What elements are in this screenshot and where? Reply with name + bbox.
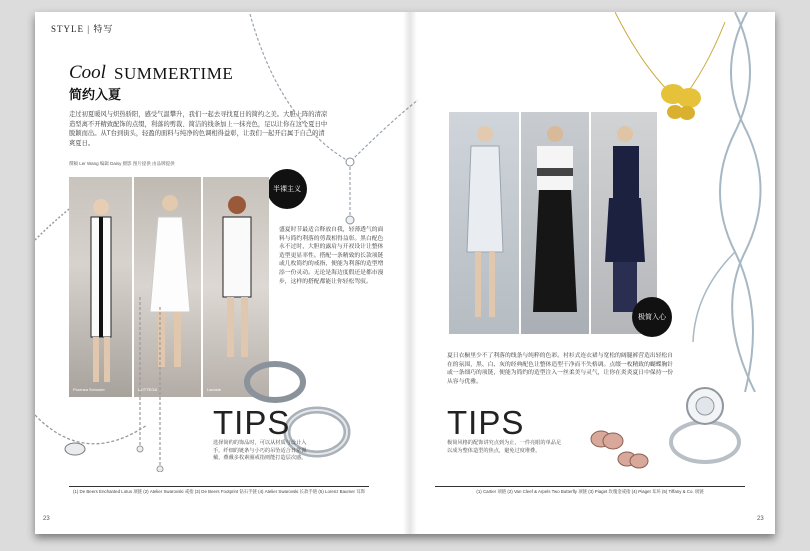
title-summertime: SUMMERTIME (114, 64, 234, 83)
chain-bracelet-illustration (35, 407, 150, 467)
badge-half-bare: 半裸主义 (267, 169, 307, 209)
credit-line: 撰稿 Ler Wang 编辑 Daisy 摄影 图片提供 由品牌提供 (69, 161, 175, 166)
subtitle: 简约入夏 (69, 87, 122, 102)
runway-photo-1: Proenza Schouler (69, 177, 132, 397)
running-head: STYLE | 特写 (51, 24, 114, 34)
captions-left: (1) De Beers Enchanted Lotus 项链 (2) Atelier Swarovski 戒指 (3) De Beers Footprint 钻石手链 (4) Atelier Swarovski 长款手链 (5) Lorenz Baumer 耳饰 (72, 489, 366, 494)
spine-gutter (403, 12, 417, 534)
intro-paragraph: 走过初夏暖风与炽热骄阳，感受气温攀升，我们一起去寻找夏日的简约之美。大胆上阵的清凉造型离不开精致配饰的点缀，利落的剪裁、简洁的线条加上一抹亮色，足以让你在这个夏日中脱颖而出。从T台到街头，轻盈的面料与纯净的色调相得益彰，让我们一起开启属于自己的清爽夏日。 (69, 111, 328, 147)
footer-rule-left (69, 486, 369, 487)
butterfly-earrings-illustration (585, 417, 655, 477)
captions-right: (1) Cartier 项链 (2) Van Cleef & Arpels Two Butterfly 项链 (3) Piaget 玫瑰金戒指 (4) Piaget 耳环 (5) Tiffany & Co. 项链 (476, 489, 704, 494)
runway-photo-5 (521, 112, 589, 334)
title-cool: Cool (69, 62, 106, 83)
tips-text-right: 极简风格的配饰讲究点到为止，一件亮眼的单品足以成为整体造型的焦点，避免过度堆叠。 (447, 440, 562, 454)
runway-photo-2: BOTTEGA (134, 177, 201, 397)
tips-heading-left: TIPS (213, 404, 291, 441)
tips-text-left: 选择简约的饰品时，可以从材质与设计入手。纤细的链条与小巧的吊坠适合日常佩戴，叠戴多枚素圈戒指则能打造层次感。 (213, 440, 307, 462)
right-body-text: 夏日衣橱里少不了利落的线条与纯粹的色彩。衬衫式连衣裙与宽松的阔腿裤营造出轻松自在的氛围，黑、白、灰的经典配色让整体造型干净而不失格调。点缀一枚精致的蝴蝶胸针或一条细巧的项链，便能为简约的造型注入一丝柔美与灵气，让你在炎炎夏日中保持一份从容与优雅。 (447, 353, 674, 385)
flower-ring-illustration (655, 372, 755, 472)
magazine-spread (35, 12, 775, 534)
twisted-chain-illustration (675, 12, 775, 392)
page-number-left: 23 (43, 516, 50, 522)
footer-rule-right (435, 486, 745, 487)
tips-heading-right: TIPS (447, 404, 525, 441)
runway-photo-3: Lacoste (203, 177, 269, 397)
badge-minimal: 极简入心 (632, 297, 672, 337)
page-number-right: 23 (757, 516, 764, 522)
left-body-text: 盛夏时节最适合释放自我，轻薄透气的面料与简约利落的剪裁相得益彰。黑白配色永不过时，大胆的露肩与开衩设计让整体造型更显率性。搭配一条精致的长款项链或几枚简约的戒指，便能为利落的造型增添一份灵动。无论是海边度假还是都市漫步，这样的搭配都能让你轻松驾驭。 (279, 227, 384, 285)
runway-photo-4 (449, 112, 519, 334)
